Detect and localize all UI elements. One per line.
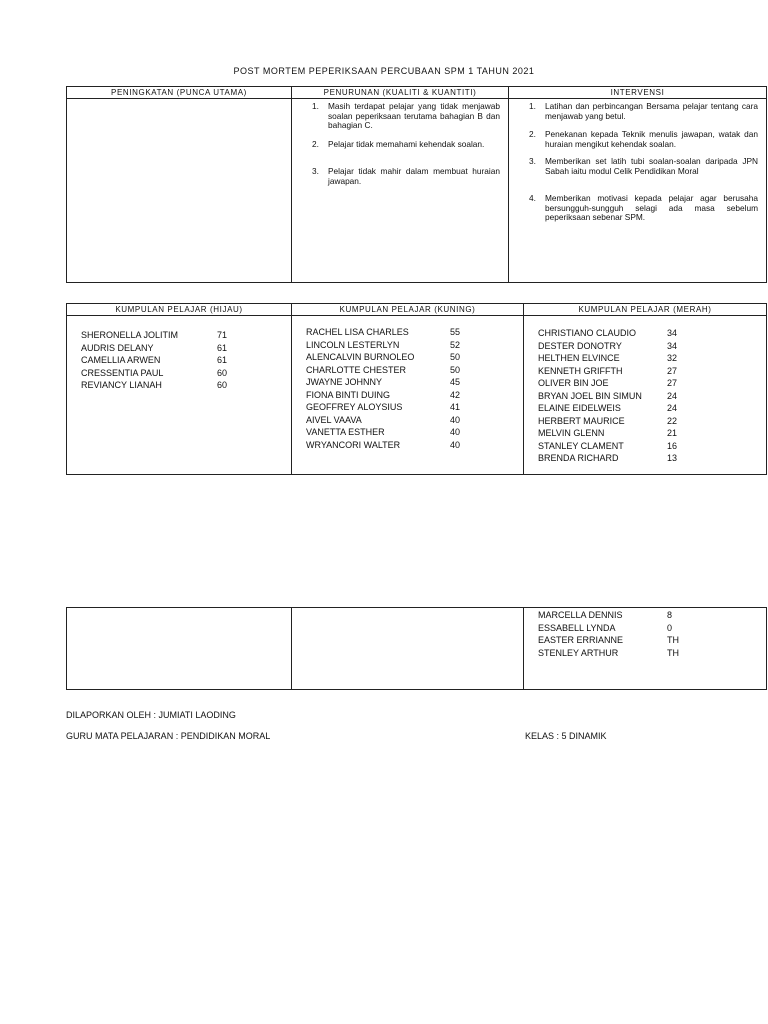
- student-row: [538, 427, 766, 440]
- student-name: LINCOLN LESTERLYN: [306, 339, 400, 350]
- penurunan-cell: [292, 99, 509, 283]
- student-row: [538, 622, 766, 635]
- student-name: MELVIN GLENN: [538, 428, 605, 438]
- student-group-table: [66, 303, 767, 475]
- student-name: ALENCALVIN BURNOLEO: [306, 352, 415, 362]
- intervensi-item: 3. Memberikan set latih tubi soalan-soalan daripada JPN Sabah iaitu modul Celik Pendidikan Moral: [529, 156, 758, 176]
- student-row: [538, 634, 766, 647]
- student-name: AIVEL VAAVA: [306, 414, 362, 425]
- student-row: [306, 426, 523, 439]
- intervensi-item: 1. Latihan dan perbincangan Bersama pelajar tentang cara menjawab yang betul.: [529, 101, 758, 121]
- student-score: 34: [667, 340, 678, 351]
- class-label: KELAS : 5 DINAMIK: [525, 731, 607, 741]
- student-name: JWAYNE JOHNNY: [306, 377, 383, 387]
- student-name: RACHEL LISA CHARLES: [306, 327, 409, 337]
- student-name: WRYANCORI WALTER: [306, 439, 401, 450]
- header-penurunan: PENURUNAN (KUALITI & KUANTITI): [292, 87, 509, 99]
- student-name: AUDRIS DELANY: [81, 342, 154, 353]
- student-row: [538, 340, 766, 353]
- header-peningkatan: PENINGKATAN (PUNCA UTAMA): [67, 87, 292, 99]
- student-name: EASTER ERRIANNE: [538, 635, 624, 645]
- student-group-table-continued: [66, 607, 767, 690]
- intervensi-item: 4. Memberikan motivasi kepada pelajar agar berusaha bersungguh-sungguh selagi ada masa sebelum peperiksaan sebenar SPM.: [529, 193, 758, 222]
- hijau-cell-continued: [67, 608, 292, 690]
- student-row: [81, 367, 291, 380]
- student-name: BRENDA RICHARD: [538, 453, 619, 463]
- peningkatan-cell: [67, 99, 292, 283]
- student-score: 40: [450, 427, 461, 437]
- student-name: VANETTA ESTHER: [306, 427, 385, 437]
- student-score: 24: [667, 403, 678, 413]
- header-hijau: KUMPULAN PELAJAR (HIJAU): [67, 304, 292, 316]
- student-score: 61: [217, 355, 228, 365]
- student-score: 40: [450, 439, 461, 450]
- student-row: [538, 647, 766, 660]
- student-row: [306, 401, 523, 414]
- student-name: REVIANCY LIANAH: [81, 380, 162, 390]
- penurunan-item: 1. Masih terdapat pelajar yang tidak menjawab soalan peperiksaan terutama bahagian B dan bahagian C.: [312, 101, 500, 130]
- student-name: BRYAN JOEL BIN SIMUN: [538, 390, 642, 401]
- student-score: 24: [667, 390, 678, 401]
- student-name: CHARLOTTE CHESTER: [306, 364, 407, 375]
- merah-cell-continued: [524, 608, 767, 690]
- student-row: [538, 402, 766, 415]
- student-row: [306, 376, 523, 389]
- reported-by: DILAPORKAN OLEH : JUMIATI LAODING: [66, 710, 236, 720]
- student-score: 40: [450, 414, 461, 425]
- student-score: 21: [667, 428, 678, 438]
- student-score: 22: [667, 415, 678, 426]
- student-score: 41: [450, 402, 461, 412]
- student-name: KENNETH GRIFFTH: [538, 365, 623, 376]
- student-row: [306, 351, 523, 364]
- student-score: 16: [667, 440, 678, 451]
- student-row: [538, 452, 766, 465]
- student-name: STENLEY ARTHUR: [538, 647, 619, 658]
- student-row: [81, 342, 291, 355]
- student-name: CAMELLIA ARWEN: [81, 355, 161, 365]
- student-row: [538, 390, 766, 403]
- student-row: [538, 352, 766, 365]
- header-intervensi: INTERVENSI: [509, 87, 767, 99]
- student-score: 8: [667, 610, 673, 620]
- kuning-cell: [292, 316, 524, 475]
- student-row: [538, 365, 766, 378]
- student-score: 27: [667, 365, 678, 376]
- penurunan-item: 2. Pelajar tidak memahami kehendak soalan.: [312, 138, 485, 149]
- student-score: 13: [667, 453, 678, 463]
- student-name: FIONA BINTI DUING: [306, 389, 391, 400]
- student-score: 27: [667, 378, 678, 388]
- student-score: 60: [217, 380, 228, 390]
- student-name: MARCELLA DENNIS: [538, 610, 623, 620]
- student-name: SHERONELLA JOLITIM: [81, 330, 179, 340]
- penurunan-item: 3. Pelajar tidak mahir dalam membuat huraian jawapan.: [312, 166, 500, 186]
- student-score: TH: [667, 647, 679, 658]
- student-score: 55: [450, 327, 461, 337]
- student-row: [81, 379, 291, 392]
- student-row: [538, 415, 766, 428]
- student-name: CHRISTIANO CLAUDIO: [538, 328, 637, 338]
- student-row: [306, 364, 523, 377]
- student-row: [81, 329, 291, 342]
- student-name: CRESSENTIA PAUL: [81, 367, 164, 378]
- student-name: GEOFFREY ALOYSIUS: [306, 402, 403, 412]
- intervensi-item: 2. Penekanan kepada Teknik menulis jawapan, watak dan huraian mengikut kehendak soalan.: [529, 129, 758, 149]
- intervensi-cell: [509, 99, 767, 283]
- student-row: [538, 327, 766, 340]
- student-row: [538, 440, 766, 453]
- student-name: OLIVER BIN JOE: [538, 378, 609, 388]
- student-name: STANLEY CLAMENT: [538, 440, 624, 451]
- student-row: [306, 389, 523, 402]
- postmortem-analysis-table: [66, 86, 767, 283]
- page-title: POST MORTEM PEPERIKSAAN PERCUBAAN SPM 1 TAHUN 2021: [233, 66, 535, 76]
- student-score: 50: [450, 352, 461, 362]
- student-row: [81, 354, 291, 367]
- student-score: 42: [450, 389, 461, 400]
- merah-cell: [524, 316, 767, 475]
- subject-teacher: GURU MATA PELAJARAN : PENDIDIKAN MORAL: [66, 731, 271, 741]
- student-score: 61: [217, 342, 228, 353]
- student-name: ELAINE EIDELWEIS: [538, 403, 621, 413]
- student-name: HERBERT MAURICE: [538, 415, 625, 426]
- student-score: 34: [667, 328, 678, 338]
- student-score: 71: [217, 330, 228, 340]
- student-name: ESSABELL LYNDA: [538, 622, 616, 633]
- student-score: TH: [667, 635, 679, 645]
- kuning-cell-continued: [292, 608, 524, 690]
- student-row: [306, 439, 523, 452]
- student-score: 60: [217, 367, 228, 378]
- student-score: 0: [667, 622, 673, 633]
- student-row: [538, 377, 766, 390]
- student-row: [538, 609, 766, 622]
- student-row: [306, 339, 523, 352]
- student-name: DESTER DONOTRY: [538, 340, 622, 351]
- header-kuning: KUMPULAN PELAJAR (KUNING): [292, 304, 524, 316]
- student-score: 45: [450, 377, 461, 387]
- student-row: [306, 414, 523, 427]
- header-merah: KUMPULAN PELAJAR (MERAH): [524, 304, 767, 316]
- student-row: [306, 326, 523, 339]
- student-score: 50: [450, 364, 461, 375]
- student-score: 52: [450, 339, 461, 350]
- student-score: 32: [667, 353, 678, 363]
- hijau-cell: [67, 316, 292, 475]
- student-name: HELTHEN ELVINCE: [538, 353, 620, 363]
